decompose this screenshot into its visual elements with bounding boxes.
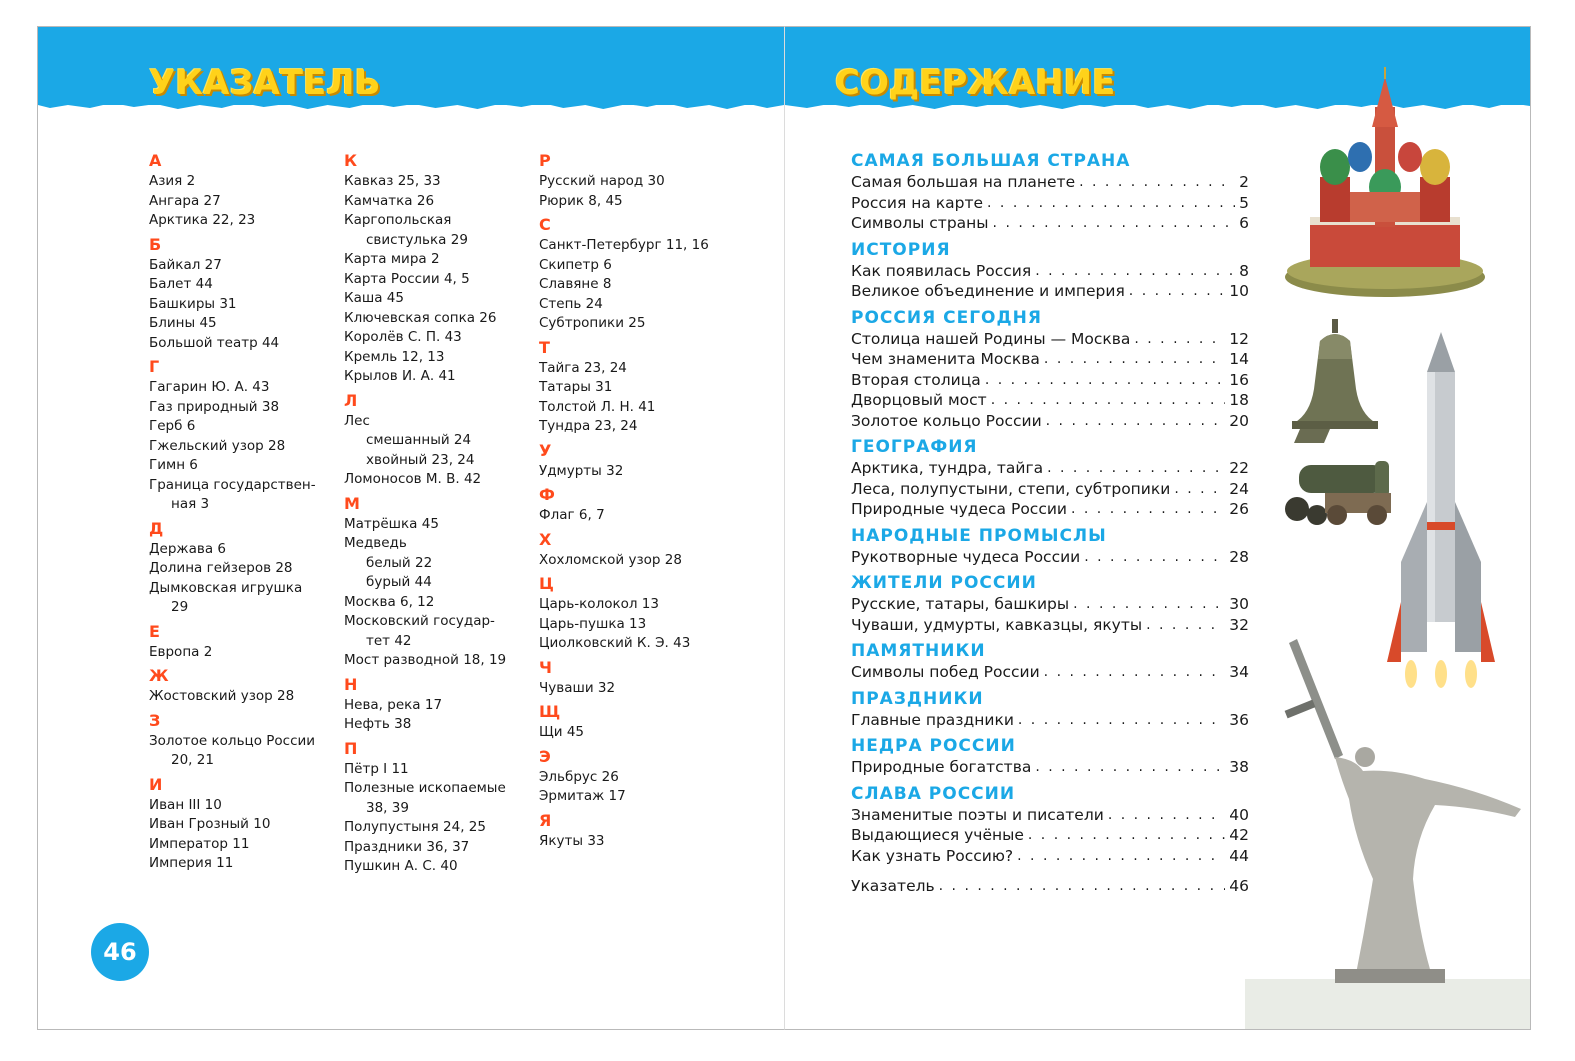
toc-item[interactable] bbox=[851, 825, 1249, 846]
toc-item-page: 14 bbox=[1229, 350, 1249, 368]
contents-page bbox=[784, 26, 1531, 1030]
index-letter: Б bbox=[149, 234, 162, 254]
index-group bbox=[344, 675, 534, 735]
dot-leader bbox=[1129, 281, 1225, 302]
index-letter: Г bbox=[149, 357, 160, 376]
toc-section bbox=[851, 151, 1249, 234]
index-letter: Ж bbox=[149, 666, 169, 685]
index-group bbox=[344, 739, 534, 877]
index-entry: 20, 21 bbox=[171, 752, 214, 768]
index-entry: Удмурты 32 bbox=[539, 462, 624, 479]
index-letter: С bbox=[539, 215, 551, 234]
toc-section bbox=[851, 308, 1249, 432]
index-entry: Ключевская сопка 26 bbox=[344, 309, 497, 326]
dot-leader bbox=[1028, 825, 1225, 846]
index-entry: Ломоносов М. В. 42 bbox=[344, 471, 482, 487]
toc-section bbox=[851, 240, 1249, 302]
index-letter: З bbox=[149, 710, 161, 730]
index-entry: Мост разводной 18, 19 bbox=[344, 652, 507, 668]
toc-item-page: 32 bbox=[1229, 615, 1249, 634]
index-entry: бурый 44 bbox=[366, 574, 432, 590]
index-group bbox=[149, 622, 339, 663]
toc-section-title: ПРАЗДНИКИ bbox=[851, 688, 984, 709]
index-entry: Татары 31 bbox=[539, 379, 613, 395]
toc-item[interactable] bbox=[851, 846, 1249, 867]
toc-item-index[interactable] bbox=[851, 876, 1249, 897]
dot-leader bbox=[1035, 757, 1225, 778]
index-entry: хвойный 23, 24 bbox=[366, 451, 475, 468]
index-entry: Московский государ- bbox=[344, 613, 495, 629]
dot-leader bbox=[1079, 172, 1235, 193]
toc-item-page: 46 bbox=[1229, 877, 1249, 895]
toc-item-title: Как узнать Россию? bbox=[851, 846, 1014, 865]
index-entry: тет 42 bbox=[366, 632, 412, 649]
toc-section bbox=[851, 437, 1249, 520]
toc-item-title: Как появилась Россия bbox=[851, 261, 1032, 280]
toc-item-page: 30 bbox=[1229, 595, 1249, 613]
index-entry: Субтропики 25 bbox=[539, 315, 646, 331]
index-entry: Долина гейзеров 28 bbox=[149, 560, 293, 576]
toc-item-title: Выдающиеся учёные bbox=[851, 826, 1024, 844]
toc-item-title: Чем знаменита Москва bbox=[851, 350, 1040, 368]
index-entry: Империя 11 bbox=[149, 855, 234, 871]
index-entry: Гжельский узор 28 bbox=[149, 437, 286, 454]
toc-item-title: Столица нашей Родины — Москва bbox=[851, 329, 1131, 348]
index-letter: Е bbox=[149, 621, 160, 641]
index-entry: Ангара 27 bbox=[149, 192, 221, 209]
index-entry: Каргопольская bbox=[344, 212, 452, 228]
index-group bbox=[539, 747, 729, 807]
index-letter: И bbox=[149, 774, 163, 794]
tsar-bell-illustration bbox=[1290, 319, 1380, 445]
index-entry: Полупустыня 24, 25 bbox=[344, 819, 486, 835]
index-entry: Арктика 22, 23 bbox=[149, 212, 256, 228]
dot-leader bbox=[1044, 662, 1226, 683]
index-entry: Газ природный 38 bbox=[149, 398, 280, 415]
dot-leader bbox=[1146, 615, 1225, 636]
toc-section bbox=[851, 689, 1249, 731]
index-entry: Пётр I 11 bbox=[344, 760, 409, 777]
dot-leader bbox=[1047, 458, 1225, 479]
toc-item[interactable] bbox=[851, 172, 1249, 193]
index-entry: Золотое кольцо России bbox=[149, 732, 316, 749]
index-entry: Санкт-Петербург 11, 16 bbox=[539, 237, 709, 253]
index-entry: Эрмитаж 17 bbox=[539, 788, 626, 804]
index-entry: Башкиры 31 bbox=[149, 295, 237, 312]
index-entry: Крылов И. А. 41 bbox=[344, 368, 456, 384]
index-letter: Ц bbox=[539, 574, 554, 593]
index-entry: Чуваши 32 bbox=[539, 679, 616, 696]
index-entry: Камчатка 26 bbox=[344, 192, 435, 209]
toc-item-page: 36 bbox=[1229, 710, 1249, 729]
dot-leader bbox=[991, 390, 1226, 411]
index-entry: Иван Грозный 10 bbox=[149, 816, 271, 832]
toc-item-title: Великое объединение и империя bbox=[851, 282, 1125, 300]
index-group bbox=[149, 711, 339, 771]
motherland-calls-statue-illustration bbox=[1245, 639, 1531, 1029]
index-letter: Э bbox=[539, 746, 551, 766]
dot-leader bbox=[993, 213, 1236, 234]
dot-leader bbox=[1073, 594, 1225, 615]
page-number: 46 bbox=[91, 923, 149, 981]
dot-leader bbox=[1018, 710, 1225, 731]
index-entry: Гагарин Ю. А. 43 bbox=[149, 379, 270, 395]
dot-leader bbox=[939, 876, 1226, 897]
index-letter: Т bbox=[539, 337, 550, 357]
index-entry: Кавказ 25, 33 bbox=[344, 173, 441, 189]
toc-item[interactable] bbox=[851, 805, 1249, 826]
index-entry: Циолковский К. Э. 43 bbox=[539, 635, 691, 651]
toc-item[interactable] bbox=[851, 479, 1249, 500]
toc-item[interactable] bbox=[851, 213, 1249, 234]
index-page bbox=[37, 26, 784, 1030]
toc-section-title: ИСТОРИЯ bbox=[851, 239, 951, 260]
index-letter: Д bbox=[149, 518, 164, 538]
toc-item[interactable] bbox=[851, 615, 1249, 636]
toc-item-page: 16 bbox=[1229, 370, 1249, 389]
index-group bbox=[539, 574, 729, 654]
index-group bbox=[149, 775, 339, 874]
index-entry: Балет 44 bbox=[149, 276, 213, 292]
index-group bbox=[344, 391, 534, 490]
index-letter: А bbox=[149, 151, 162, 170]
index-entry: Русский народ 30 bbox=[539, 173, 665, 189]
index-letter: Ч bbox=[539, 657, 552, 677]
index-entry: 29 bbox=[171, 599, 189, 615]
index-entry: Азия 2 bbox=[149, 173, 196, 189]
index-group bbox=[149, 235, 339, 354]
toc-item[interactable] bbox=[851, 411, 1249, 432]
toc-item-page: 10 bbox=[1229, 282, 1249, 300]
toc-item[interactable] bbox=[851, 193, 1249, 214]
index-entry: Толстой Л. Н. 41 bbox=[539, 398, 656, 415]
toc-item[interactable] bbox=[851, 594, 1249, 615]
index-group bbox=[539, 151, 729, 211]
toc-item-title: Знаменитые поэты и писатели bbox=[851, 805, 1104, 824]
toc-item-title: Рукотворные чудеса России bbox=[851, 547, 1081, 566]
index-letter: Щ bbox=[539, 702, 561, 721]
dot-leader bbox=[1017, 846, 1225, 867]
index-group bbox=[149, 357, 339, 515]
toc-section-title: САМАЯ БОЛЬШАЯ СТРАНА bbox=[851, 151, 1131, 171]
index-entry: Матрёшка 45 bbox=[344, 515, 439, 532]
toc-item[interactable] bbox=[851, 662, 1249, 683]
toc-item-title: Главные праздники bbox=[851, 710, 1014, 729]
index-column-2 bbox=[344, 151, 534, 881]
index-entry: Царь-пушка 13 bbox=[539, 615, 647, 632]
toc-section bbox=[851, 736, 1249, 778]
toc-item-page: 26 bbox=[1229, 500, 1249, 518]
index-entry: Щи 45 bbox=[539, 724, 585, 740]
index-entry: Пушкин А. С. 40 bbox=[344, 858, 458, 874]
index-entry: Блины 45 bbox=[149, 315, 217, 331]
index-entry: смешанный 24 bbox=[366, 432, 472, 448]
index-entry: Рюрик 8, 45 bbox=[539, 192, 623, 209]
index-group bbox=[344, 494, 534, 671]
index-letter: У bbox=[539, 440, 552, 460]
index-letter: Х bbox=[539, 529, 552, 549]
dot-leader bbox=[985, 370, 1225, 391]
index-entry: Лес bbox=[344, 412, 370, 429]
contents-heading: СОДЕРЖАНИЕ bbox=[835, 63, 1116, 103]
index-entry: белый 22 bbox=[366, 554, 433, 571]
toc-section-title: ЖИТЕЛИ РОССИИ bbox=[851, 573, 1037, 593]
toc-item[interactable] bbox=[851, 281, 1249, 302]
index-group bbox=[539, 658, 729, 699]
index-group bbox=[539, 530, 729, 571]
index-group bbox=[539, 485, 729, 526]
toc-item-title: Символы побед России bbox=[851, 663, 1040, 681]
dot-leader bbox=[1134, 329, 1225, 350]
toc-item-title: Русские, татары, башкиры bbox=[851, 595, 1070, 613]
toc-item[interactable] bbox=[851, 329, 1249, 350]
toc-section bbox=[851, 573, 1249, 635]
index-entry: Карта России 4, 5 bbox=[344, 270, 470, 287]
index-entry: Флаг 6, 7 bbox=[539, 507, 605, 523]
index-entry: Кремль 12, 13 bbox=[344, 348, 445, 365]
index-group bbox=[149, 519, 339, 618]
toc-item[interactable] bbox=[851, 261, 1249, 282]
index-group bbox=[149, 666, 339, 707]
index-entry: Нефть 38 bbox=[344, 716, 412, 732]
toc-section-title: ГЕОГРАФИЯ bbox=[851, 437, 978, 457]
index-group bbox=[539, 811, 729, 852]
toc-item-title: Указатель bbox=[851, 877, 935, 895]
index-heading: УКАЗАТЕЛЬ bbox=[149, 63, 381, 103]
index-entry: Дымковская игрушка bbox=[149, 579, 303, 596]
index-entry: Гимн 6 bbox=[149, 457, 198, 473]
index-entry: Нева, река 17 bbox=[344, 696, 443, 713]
index-entry: Праздники 36, 37 bbox=[344, 838, 470, 855]
toc-item[interactable] bbox=[851, 390, 1249, 411]
index-entry: Каша 45 bbox=[344, 290, 404, 306]
toc-item[interactable] bbox=[851, 370, 1249, 391]
toc-item-page: 24 bbox=[1229, 479, 1249, 498]
dot-leader bbox=[1108, 805, 1225, 826]
index-column-1 bbox=[149, 151, 339, 878]
toc-item-title: Россия на карте bbox=[851, 193, 984, 212]
dot-leader bbox=[987, 193, 1235, 214]
toc-item-page: 12 bbox=[1229, 329, 1249, 348]
index-group bbox=[539, 215, 729, 334]
toc-section-title: НЕДРА РОССИИ bbox=[851, 736, 1016, 756]
index-entry: ная 3 bbox=[171, 496, 210, 512]
toc-item-page: 44 bbox=[1229, 846, 1249, 865]
toc-item-page: 8 bbox=[1239, 261, 1249, 280]
tsar-cannon-illustration bbox=[1285, 459, 1395, 529]
index-entry: Медведь bbox=[344, 535, 407, 551]
index-group bbox=[344, 151, 534, 387]
toc-item-page: 22 bbox=[1229, 459, 1249, 477]
index-entry: Хохломской узор 28 bbox=[539, 551, 682, 568]
toc-section-title: РОССИЯ СЕГОДНЯ bbox=[851, 307, 1042, 328]
index-letter: Я bbox=[539, 810, 552, 830]
index-letter: Р bbox=[539, 151, 551, 170]
toc-item-page: 18 bbox=[1229, 391, 1249, 409]
toc-item-title: Самая большая на планете bbox=[851, 173, 1076, 191]
st-basils-cathedral-illustration bbox=[1280, 67, 1490, 299]
toc-item[interactable] bbox=[851, 710, 1249, 731]
index-entry: Тайга 23, 24 bbox=[539, 359, 627, 376]
toc-item-page: 34 bbox=[1229, 663, 1249, 681]
index-entry: Герб 6 bbox=[149, 418, 196, 434]
toc-item-title: Символы страны bbox=[851, 214, 989, 232]
dot-leader bbox=[1174, 479, 1225, 500]
toc-item-title: Чуваши, удмурты, кавказцы, якуты bbox=[851, 615, 1143, 634]
index-entry: Славяне 8 bbox=[539, 276, 612, 292]
toc-item-title: Вторая столица bbox=[851, 370, 981, 389]
dot-leader bbox=[1084, 547, 1225, 568]
toc-item-page: 42 bbox=[1229, 826, 1249, 844]
toc-item-title: Природные богатства bbox=[851, 758, 1032, 776]
toc-item-title: Арктика, тундра, тайга bbox=[851, 459, 1044, 477]
toc-item-page: 28 bbox=[1229, 547, 1249, 566]
index-entry: Держава 6 bbox=[149, 540, 226, 557]
index-group bbox=[539, 338, 729, 437]
dot-leader bbox=[1044, 349, 1225, 370]
toc-item-page: 38 bbox=[1229, 758, 1249, 776]
dot-leader bbox=[1035, 261, 1235, 282]
toc-item[interactable] bbox=[851, 547, 1249, 568]
index-entry: Император 11 bbox=[149, 835, 250, 852]
toc-item[interactable] bbox=[851, 757, 1249, 778]
table-of-contents bbox=[851, 151, 1249, 897]
toc-section bbox=[851, 784, 1249, 867]
index-letter: Л bbox=[344, 390, 358, 410]
toc-item-page: 6 bbox=[1239, 214, 1249, 232]
index-letter: Ф bbox=[539, 485, 555, 504]
index-group bbox=[149, 151, 339, 231]
index-entry: Эльбрус 26 bbox=[539, 768, 619, 785]
index-entry: Тундра 23, 24 bbox=[539, 418, 638, 434]
toc-item-page: 5 bbox=[1239, 193, 1249, 212]
toc-item[interactable] bbox=[851, 349, 1249, 370]
index-letter: М bbox=[344, 493, 360, 513]
index-entry: Жостовский узор 28 bbox=[149, 688, 295, 704]
toc-section bbox=[851, 526, 1249, 568]
toc-item-title: Леса, полупустыни, степи, субтропики bbox=[851, 479, 1171, 498]
toc-section-title: ПАМЯТНИКИ bbox=[851, 641, 986, 661]
index-group bbox=[539, 702, 729, 743]
index-column-3 bbox=[539, 151, 729, 855]
toc-section bbox=[851, 641, 1249, 683]
toc-section-title: СЛАВА РОССИИ bbox=[851, 783, 1016, 804]
toc-section-title: НАРОДНЫЕ ПРОМЫСЛЫ bbox=[851, 525, 1107, 546]
index-letter: К bbox=[344, 151, 358, 170]
toc-item-title: Дворцовый мост bbox=[851, 391, 987, 409]
toc-item-page: 2 bbox=[1239, 173, 1249, 191]
index-entry: 38, 39 bbox=[366, 799, 409, 816]
toc-item[interactable] bbox=[851, 458, 1249, 479]
index-letter: П bbox=[344, 738, 358, 758]
index-group bbox=[539, 441, 729, 482]
index-entry: Большой театр 44 bbox=[149, 334, 280, 351]
toc-item-page: 20 bbox=[1229, 411, 1249, 430]
index-entry: Граница государствен- bbox=[149, 476, 316, 493]
index-entry: Европа 2 bbox=[149, 643, 213, 660]
toc-item[interactable] bbox=[851, 499, 1249, 520]
toc-item-page: 40 bbox=[1229, 805, 1249, 824]
index-entry: Карта мира 2 bbox=[344, 251, 440, 267]
toc-item-title: Золотое кольцо России bbox=[851, 411, 1042, 430]
dot-leader bbox=[1071, 499, 1225, 520]
toc-item-title: Природные чудеса России bbox=[851, 500, 1067, 518]
index-entry: Королёв С. П. 43 bbox=[344, 329, 462, 345]
index-entry: Полезные ископаемые bbox=[344, 780, 506, 796]
index-entry: Царь-колокол 13 bbox=[539, 596, 659, 612]
dot-leader bbox=[1046, 411, 1226, 432]
index-entry: Москва 6, 12 bbox=[344, 593, 435, 610]
index-entry: Степь 24 bbox=[539, 295, 603, 312]
index-entry: свистулька 29 bbox=[366, 231, 468, 248]
index-entry: Иван III 10 bbox=[149, 796, 222, 813]
index-entry: Якуты 33 bbox=[539, 832, 605, 849]
index-entry: Байкал 27 bbox=[149, 256, 222, 273]
index-entry: Скипетр 6 bbox=[539, 256, 612, 273]
index-letter: Н bbox=[344, 674, 358, 694]
